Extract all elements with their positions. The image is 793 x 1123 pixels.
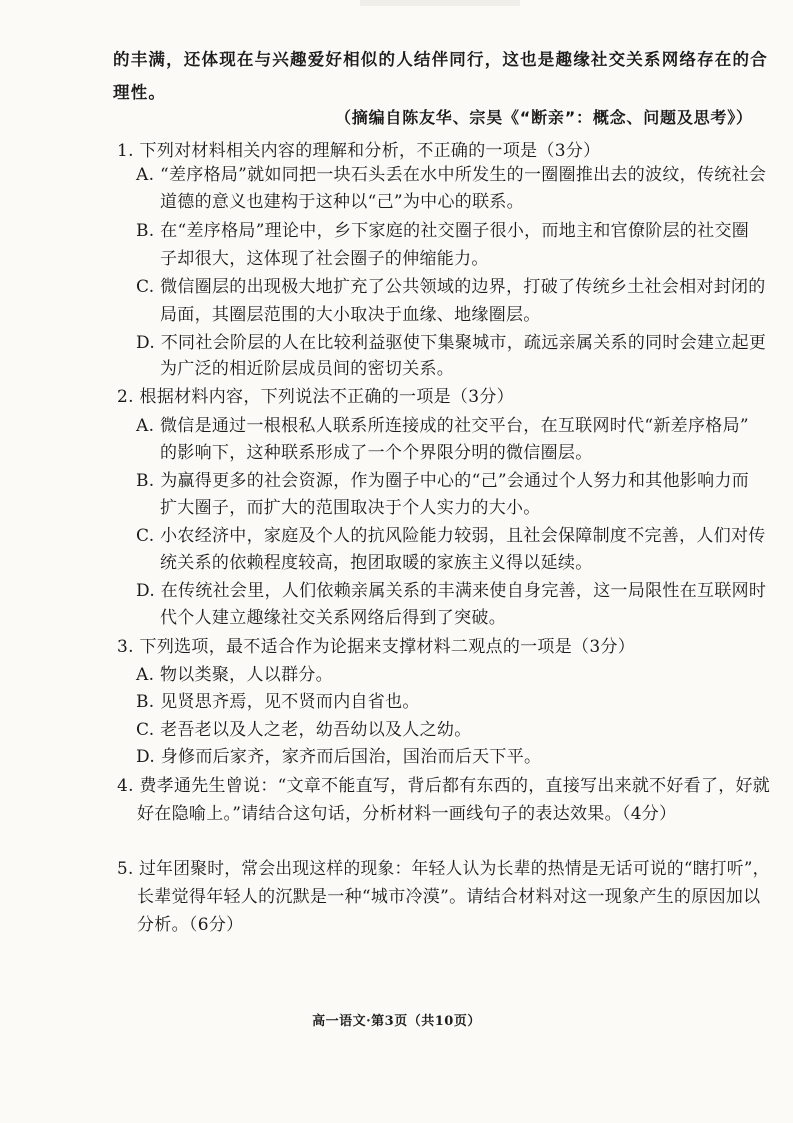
option-b: B. 见贤思齐焉，见不贤而内自省也。 xyxy=(136,692,420,712)
option-a: A. 物以类聚，人以群分。 xyxy=(136,665,333,685)
option-d: D. 身修而后家齐，家齐而后国治，国治而后天下平。 xyxy=(136,747,542,767)
passage-line: 的丰满，还体现在与兴趣爱好相似的人结伴同行，这也是趣缘社交关系网络存在的合 xyxy=(113,50,768,69)
option-d: D. 在传统社会里，人们依赖亲属关系的丰满来使自身完善，这一局限性在互联网时 xyxy=(136,581,767,601)
option-d-cont: 代个人建立趣缘社交关系网络后得到了突破。 xyxy=(160,608,506,628)
option-d-cont: 为广泛的相近阶层成员间的密切关系。 xyxy=(160,359,455,379)
option-b: B. 为赢得更多的社会资源，作为圈子中心的“己”会通过个人努力和其他影响力而 xyxy=(136,471,750,491)
option-c: C. 微信圈层的出现极大地扩充了公共领域的边界，打破了传统乡土社会相对封闭的 xyxy=(136,277,766,297)
option-c-cont: 统关系的依赖程度较高，抱团取暖的家族主义得以延续。 xyxy=(160,553,593,573)
question-stem: 5. 过年团聚时，常会出现这样的现象：年轻人认为长辈的热情是无话可说的“瞎打听”， xyxy=(117,859,770,879)
question-stem: 3. 下列选项，最不适合作为论据来支撑材料二观点的一项是（3分） xyxy=(117,637,636,657)
question-stem: 4. 费孝通先生曾说：“文章不能直写，背后都有东西的，直接写出来就不好看了，好就 xyxy=(117,776,771,796)
passage-source: （摘编自陈友华、宗昊《“断亲”：概念、问题及思考》） xyxy=(335,108,753,127)
question-stem: 1. 下列对材料相关内容的理解和分析，不正确的一项是（3分） xyxy=(117,141,601,161)
question-stem-cont: 好在隐喻上。”请结合这句话，分析材料一画线句子的表达效果。（4分） xyxy=(137,804,677,824)
option-c: C. 老吾老以及人之老，幼吾幼以及人之幼。 xyxy=(136,720,472,740)
option-b-cont: 子却很大，这体现了社会圈子的伸缩能力。 xyxy=(160,249,489,269)
option-a-cont: 的影响下，这种联系形成了一个个界限分明的微信圈层。 xyxy=(160,443,593,463)
page-footer: 高一语文·第3页（共10页） xyxy=(312,1014,481,1029)
option-b-cont: 扩大圈子，而扩大的范围取决于个人实力的大小。 xyxy=(160,498,541,518)
option-a: A. 微信是通过一根根私人联系所连接成的社交平台，在互联网时代“新差序格局” xyxy=(136,416,749,436)
option-b: B. 在“差序格局”理论中，乡下家庭的社交圈子很小，而地主和官僚阶层的社交圈 xyxy=(136,221,750,241)
question-stem-cont: 分析。（6分） xyxy=(137,915,244,935)
question-stem: 2. 根据材料内容，下列说法不正确的一项是（3分） xyxy=(117,387,514,407)
option-a-cont: 道德的意义也建构于这种以“己”为中心的联系。 xyxy=(160,192,524,212)
scan-artifact xyxy=(360,0,520,6)
option-c-cont: 局面，其圈层范围的大小取决于血缘、地缘圈层。 xyxy=(160,305,541,325)
option-d: D. 不同社会阶层的人在比较利益驱使下集聚城市，疏远亲属关系的同时会建立起更 xyxy=(136,333,767,353)
question-stem-cont: 长辈觉得年轻人的沉默是一种“城市冷漠”。请结合材料对这一现象产生的原因加以 xyxy=(137,887,761,907)
option-c: C. 小农经济中，家庭及个人的抗风险能力较弱，且社会保障制度不完善，人们对传 xyxy=(136,526,766,546)
passage-line: 理性。 xyxy=(113,83,167,102)
option-a: A. “差序格局”就如同把一块石头丢在水中所发生的一圈圈推出去的波纹，传统社会 xyxy=(136,165,767,185)
